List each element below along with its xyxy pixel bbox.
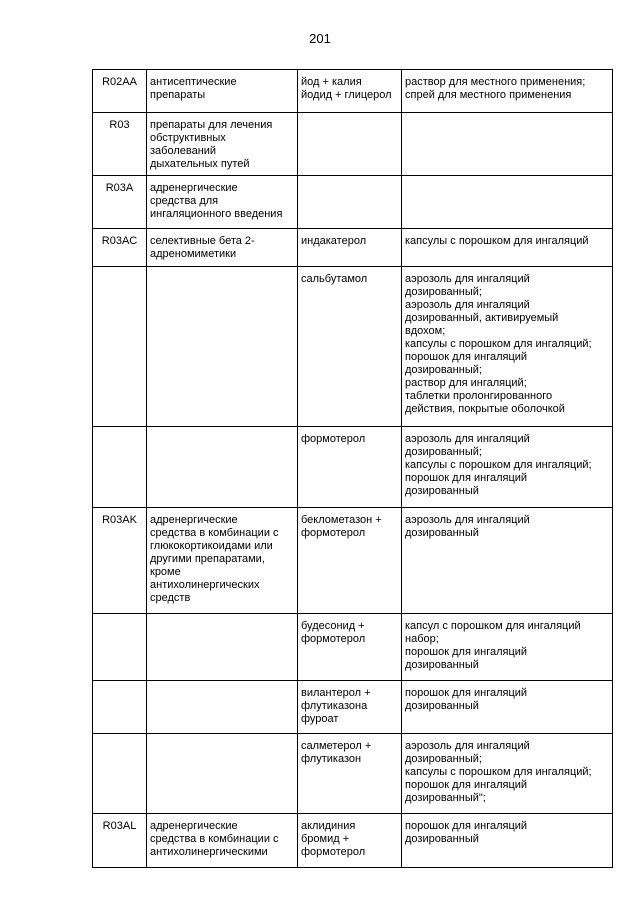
table-row (93, 614, 613, 681)
group-name-cell: адренергические средства в комбинации с антихолинергическими (147, 814, 298, 868)
drug-name-cell (298, 113, 402, 176)
table-row (93, 176, 613, 229)
atc-code-cell (93, 427, 147, 508)
group-name-cell: селективные бета 2- адреномиметики (147, 229, 298, 267)
drug-name-cell: вилантерол + флутиказона фуроат (298, 681, 402, 734)
dosage-form-cell: капсул с порошком для ингаляций набор; порошок для ингаляций дозированный (402, 614, 613, 681)
group-name-cell: адренергические средства в комбинации с глюкокортикоидами или другими препаратами, кроме антихолинергических средств (147, 508, 298, 614)
table-row (93, 814, 613, 868)
atc-code-cell: R02AA (93, 70, 147, 113)
table-row (93, 267, 613, 427)
group-name-cell (147, 734, 298, 814)
drug-name-cell: салметерол + флутиказон (298, 734, 402, 814)
drug-table (92, 69, 613, 868)
dosage-form-cell: аэрозоль для ингаляций дозированный; капсулы с порошком для ингаляций; порошок для ингаляций дозированный (402, 427, 613, 508)
atc-code-cell (93, 681, 147, 734)
atc-code-cell: R03AL (93, 814, 147, 868)
atc-code-cell: R03A (93, 176, 147, 229)
table-row (93, 70, 613, 113)
table-row (93, 508, 613, 614)
drug-name-cell (298, 176, 402, 229)
dosage-form-cell: аэрозоль для ингаляций дозированный; капсулы с порошком для ингаляций; порошок для ингаляций дозированный"; (402, 734, 613, 814)
drug-name-cell: беклометазон + формотерол (298, 508, 402, 614)
table-row (93, 427, 613, 508)
group-name-cell (147, 427, 298, 508)
table-row (93, 734, 613, 814)
atc-code-cell (93, 267, 147, 427)
dosage-form-cell: аэрозоль для ингаляций дозированный (402, 508, 613, 614)
dosage-form-cell (402, 113, 613, 176)
atc-code-cell (93, 734, 147, 814)
dosage-form-cell: порошок для ингаляций дозированный (402, 681, 613, 734)
drug-name-cell: индакатерол (298, 229, 402, 267)
group-name-cell (147, 614, 298, 681)
group-name-cell (147, 267, 298, 427)
atc-code-cell: R03 (93, 113, 147, 176)
atc-code-cell: R03AK (93, 508, 147, 614)
drug-name-cell: сальбутамол (298, 267, 402, 427)
group-name-cell: препараты для лечения обструктивных заболеваний дыхательных путей (147, 113, 298, 176)
drug-name-cell: аклидиния бромид + формотерол (298, 814, 402, 868)
group-name-cell: антисептические препараты (147, 70, 298, 113)
atc-code-cell: R03AC (93, 229, 147, 267)
dosage-form-cell: порошок для ингаляций дозированный (402, 814, 613, 868)
table-row (93, 113, 613, 176)
group-name-cell (147, 681, 298, 734)
dosage-form-cell (402, 176, 613, 229)
drug-name-cell: йод + калия йодид + глицерол (298, 70, 402, 113)
group-name-cell: адренергические средства для ингаляционного введения (147, 176, 298, 229)
page-number: 201 (309, 31, 331, 46)
drug-name-cell: будесонид + формотерол (298, 614, 402, 681)
atc-code-cell (93, 614, 147, 681)
drug-name-cell: формотерол (298, 427, 402, 508)
table-row (93, 681, 613, 734)
table-row (93, 229, 613, 267)
dosage-form-cell: капсулы с порошком для ингаляций (402, 229, 613, 267)
dosage-form-cell: раствор для местного применения; спрей для местного применения (402, 70, 613, 113)
dosage-form-cell: аэрозоль для ингаляций дозированный; аэрозоль для ингаляций дозированный, активируемый вдохом; капсулы с порошком для ингаляций; порошок для ингаляций дозированный; раствор для ингаляций; таблетки пролонгированного действия, покрытые оболочкой (402, 267, 613, 427)
